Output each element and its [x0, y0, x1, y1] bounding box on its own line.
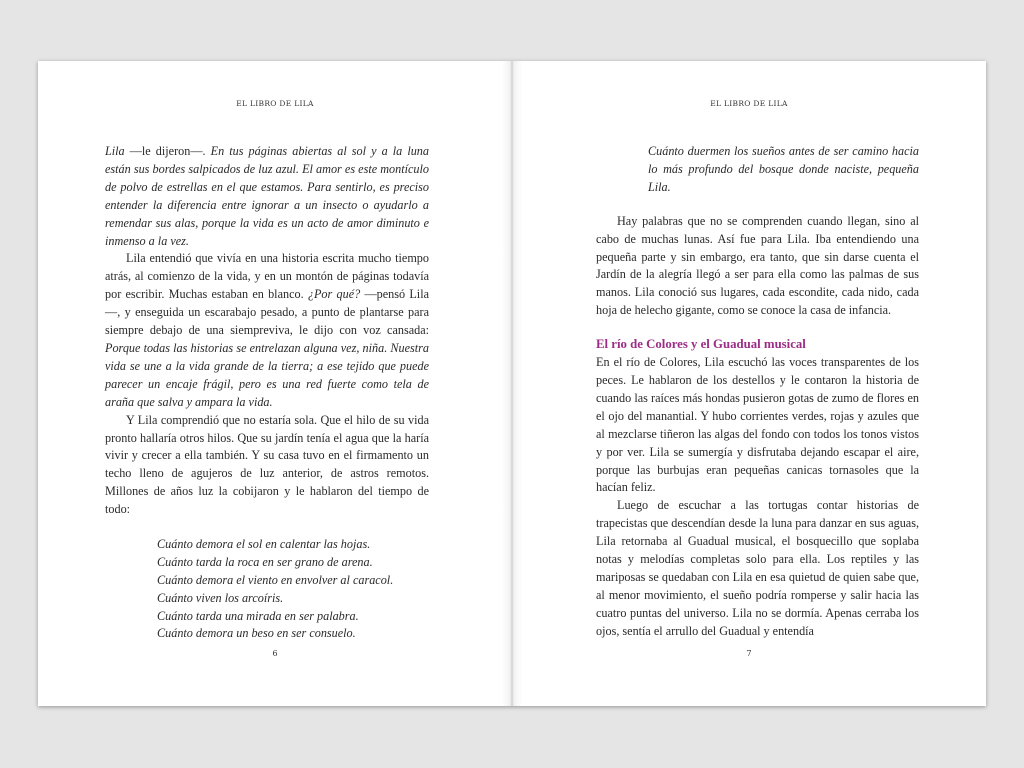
- section-heading: El río de Colores y el Guadual musical: [596, 337, 806, 352]
- running-head-right: EL LIBRO DE LILA: [710, 99, 788, 108]
- italic-run: Porque todas las historias se entrelazan alguna vez, niña. Nuestra vida se une a la vida grande de la tierra; a ese tejido que puede parecer un encaje frágil, pero es una red fuerte como tela de araña que salva y ampara la vida.: [105, 340, 429, 409]
- verse-line: Cuánto tarda una mirada en ser palabra.: [157, 608, 359, 623]
- right-page[interactable]: [512, 61, 986, 706]
- left-page-text: [105, 143, 429, 643]
- text-run: —le dijeron—.: [124, 144, 211, 158]
- italic-run: Lila: [105, 144, 125, 158]
- epigraph: Cuánto duermen los sueños antes de ser camino hacia lo más profundo del bosque donde naciste, pequeña Lila.: [648, 144, 919, 194]
- verse-line: Cuánto demora un beso en ser consuelo.: [157, 626, 356, 641]
- verse-line: Cuánto demora el viento en envolver al caracol.: [157, 572, 394, 587]
- left-page[interactable]: [38, 61, 512, 706]
- page-number-left: 6: [272, 649, 278, 658]
- running-head-left: EL LIBRO DE LILA: [236, 99, 314, 108]
- paragraph: Hay palabras que no se comprenden cuando llegan, sino al cabo de muchas lunas. Así fue para Lila. Iba entendiendo una pequeña parte y sin embargo, era tanto, que sin darse cuenta el Jardín de la alegría llegó a ser para ella como las palmas de sus manos. Lila conoció sus lugares, cada escondite, cada nido, cada hoja de helecho gigante, como se conoce la casa de infancia.: [596, 213, 919, 318]
- verse-line: Cuánto viven los arcoíris.: [157, 590, 284, 605]
- paragraph: En el río de Colores, Lila escuchó las voces transparentes de los peces. Le hablaron de los destellos y le contaron la historia de cuando las raíces más hondas pusieron gotas de zumo de flores en el ojo del manantial. Y hubo corrientes verdes, rojas y azules que al mezclarse tiñeron las algas del fondo con todos los tonos vistos y por ver. Lila se sumergía y disfrutaba dejando escapar el aire, porque las burbujas eran pequeñas canicas tornasoles que la hacían feliz.: [596, 355, 919, 495]
- italic-run: En tus páginas abiertas al sol y a la luna están sus bordes salpicados de luz azul. El amor es este montículo de polvo de estrellas en el que estamos. Para sentirlo, es preciso entender la diferencia entre ignorar a un insecto o ayudarlo a remendar sus alas, porque la vida es un acto de amor diminuto e inmenso a la vez.: [105, 144, 429, 248]
- paragraph: Luego de escuchar a las tortugas contar historias de trapecistas que descendían desde la luna para danzar en sus aguas, Lila retornaba al Guadual musical, el bosquecillo que soplaba notas y melodías completas solo para ella. Los reptiles y las mariposas se quedaban con Lila en esa quietud de quien sabe que, al menor movimiento, el sueño podría romperse y salir hacia las cuatro puntas del universo. Lila no se dormía. Apenas cerraba los ojos, sentía el arrullo del Guadual y entendía: [596, 498, 919, 638]
- verse-line: Cuánto demora el sol en calentar las hojas.: [157, 537, 371, 552]
- text-run: —pensó Lila—, y enseguida un escarabajo pesado, a punto de plantarse para siempre debajo de una siempreviva, le dijo con voz cansada:: [105, 287, 429, 338]
- paragraph: Y Lila comprendió que no estaría sola. Que el hilo de su vida pronto hallaría otros hilos. Que su jardín tenía el agua que la haría vivir y crecer a ella también. Y su casa tuvo en el firmamento un techo lleno de agujeros de luz anterior, de astros remotos. Millones de años luz la cobijaron y le hablaron del tiempo de todo:: [105, 412, 429, 517]
- paragraph: [105, 143, 429, 250]
- right-page-text: [596, 143, 919, 641]
- book-spread: [38, 61, 986, 706]
- verse-block: [157, 536, 429, 643]
- text-run: Lila entendió que vivía en una historia escrita mucho tiempo atrás, al comienzo de la vida, y en un montón de páginas todavía por escribir. Muchas estaban en blanco.: [105, 251, 429, 302]
- italic-run: ¿Por qué?: [307, 287, 361, 302]
- verse-line: Cuánto tarda la roca en ser grano de arena.: [157, 554, 373, 569]
- page-number-right: 7: [746, 649, 752, 658]
- paragraph: [105, 250, 429, 411]
